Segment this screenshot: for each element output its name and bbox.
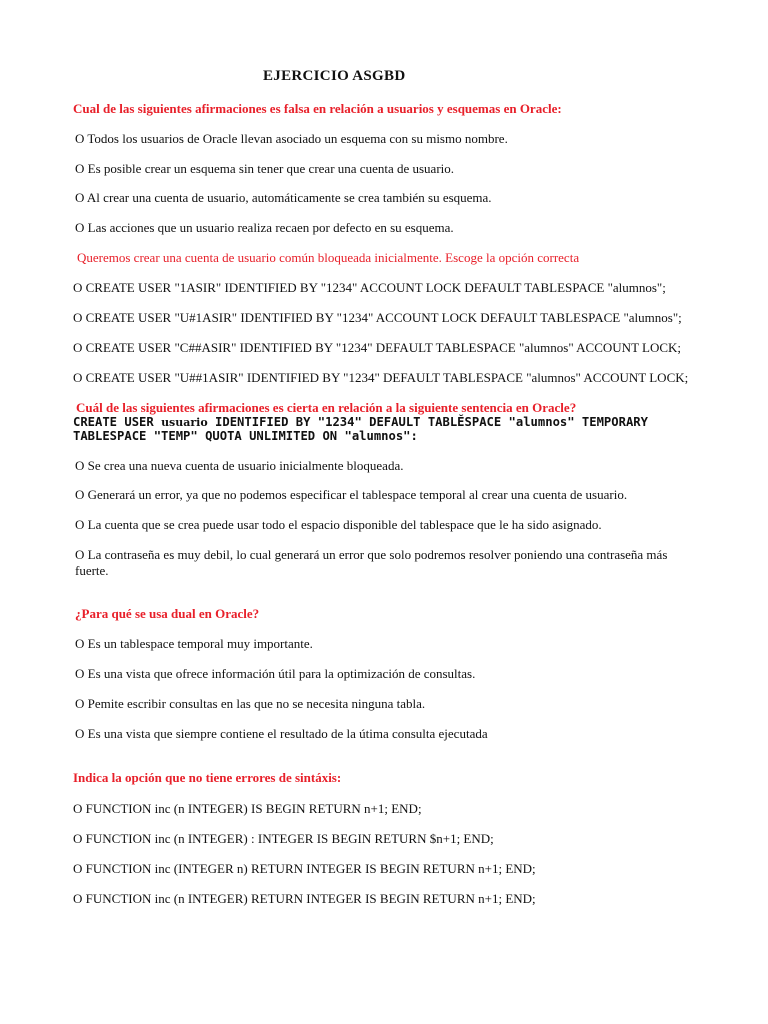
- question-3-option-b[interactable]: O Generará un error, ya que no podemos especificar el tablespace temporal al crear una cuenta de usuario.: [75, 487, 628, 502]
- sql-username: usuario: [161, 416, 208, 429]
- question-4-option-a[interactable]: O Es un tablespace temporal muy importante.: [75, 636, 313, 651]
- question-5-option-a[interactable]: O FUNCTION inc (n INTEGER) IS BEGIN RETURN n+1; END;: [73, 801, 422, 816]
- question-1: Cual de las siguientes afirmaciones es falsa en relación a usuarios y esquemas en Oracle:: [73, 101, 562, 116]
- question-2-option-b[interactable]: O CREATE USER "U#1ASIR" IDENTIFIED BY "1234" ACCOUNT LOCK DEFAULT TABLESPACE "alumnos";: [73, 310, 682, 325]
- question-2: Queremos crear una cuenta de usuario común bloqueada inicialmente. Escoge la opción correcta: [77, 250, 580, 265]
- question-4-option-b[interactable]: O Es una vista que ofrece información útil para la optimización de consultas.: [75, 666, 476, 681]
- question-3-option-c[interactable]: O La cuenta que se crea puede usar todo el espacio disponible del tablespace que le ha sido asignado.: [75, 517, 602, 532]
- question-1-option-d[interactable]: O Las acciones que un usuario realiza recaen por defecto en su esquema.: [75, 220, 454, 235]
- question-2-option-d[interactable]: O CREATE USER "U##1ASIR" IDENTIFIED BY "1234" DEFAULT TABLESPACE "alumnos" ACCOUNT LOCK;: [73, 370, 689, 385]
- question-4-option-d[interactable]: O Es una vista que siempre contiene el resultado de la útima consulta ejecutada: [75, 726, 488, 741]
- document-title: EJERCICIO ASGBD: [263, 68, 406, 84]
- question-5-option-b[interactable]: O FUNCTION inc (n INTEGER) : INTEGER IS BEGIN RETURN $n+1; END;: [73, 831, 494, 846]
- sql-statement-line-1: [73, 415, 648, 430]
- question-2-option-a[interactable]: O CREATE USER "1ASIR" IDENTIFIED BY "1234" ACCOUNT LOCK DEFAULT TABLESPACE "alumnos";: [73, 280, 666, 295]
- question-3-option-a[interactable]: O Se crea una nueva cuenta de usuario inicialmente bloqueada.: [75, 458, 404, 473]
- question-1-option-b[interactable]: O Es posible crear un esquema sin tener que crear una cuenta de usuario.: [75, 161, 455, 176]
- sql-statement-line-2: TABLESPACE "TEMP" QUOTA UNLIMITED ON "alumnos":: [73, 429, 418, 443]
- question-4: ¿Para qué se usa dual en Oracle?: [75, 606, 260, 621]
- question-5-option-d[interactable]: O FUNCTION inc (n INTEGER) RETURN INTEGER IS BEGIN RETURN n+1; END;: [73, 891, 536, 906]
- question-1-option-a[interactable]: O Todos los usuarios de Oracle llevan asociado un esquema con su mismo nombre.: [75, 131, 508, 146]
- question-3-option-d[interactable]: O La contraseña es muy debil, lo cual generará un error que solo podremos resolver poniendo una contraseña más fuerte.: [75, 547, 668, 578]
- question-5: Indica la opción que no tiene errores de sintáxis:: [73, 770, 342, 785]
- question-5-option-c[interactable]: O FUNCTION inc (INTEGER n) RETURN INTEGER IS BEGIN RETURN n+1; END;: [73, 861, 536, 876]
- question-4-option-c[interactable]: O Pemite escribir consultas en las que no se necesita ninguna tabla.: [75, 696, 426, 711]
- sql-statement-rest: IDENTIFIED BY "1234" DEFAULT TABLĚSPACE "alumnos" TEMPORARY: [215, 415, 648, 429]
- question-2-option-c[interactable]: O CREATE USER "C##ASIR" IDENTIFIED BY "1234" DEFAULT TABLESPACE "alumnos" ACCOUNT LOCK;: [73, 340, 682, 355]
- sql-keyword-create-user: CREATE USER: [73, 415, 154, 429]
- question-3: Cuál de las siguientes afirmaciones es cierta en relación a la siguiente sentencia en Oracle?: [76, 400, 577, 415]
- question-1-option-c[interactable]: O Al crear una cuenta de usuario, automáticamente se crea también su esquema.: [75, 190, 492, 205]
